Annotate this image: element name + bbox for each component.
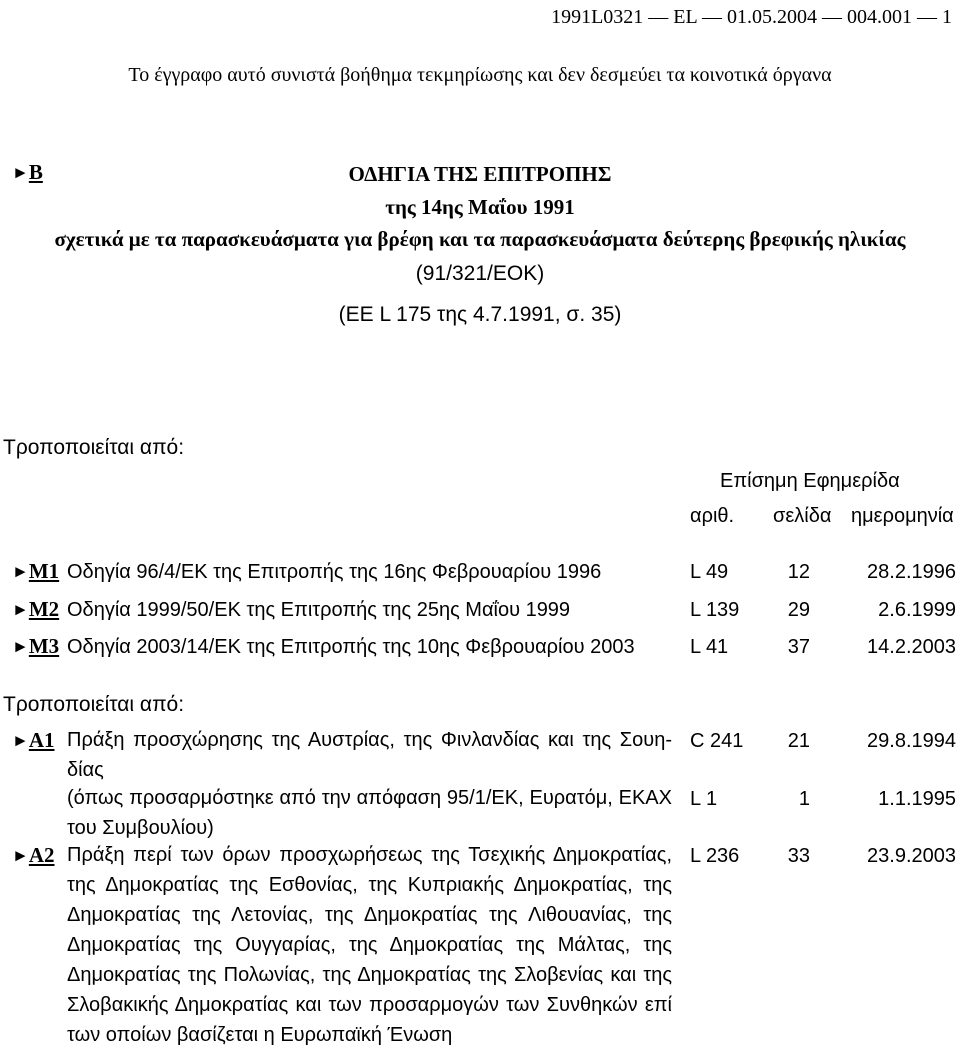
marker-code: M2 bbox=[28, 597, 60, 621]
arrow-right-icon: ► bbox=[12, 731, 29, 750]
oj-date: 28.2.1996 bbox=[867, 561, 956, 583]
oj-number: L 1 bbox=[690, 788, 718, 810]
directive-date: της 14ης Μαΐου 1991 bbox=[385, 195, 575, 219]
modification-marker-m3[interactable] bbox=[12, 634, 59, 659]
column-header-number: αριθ. bbox=[690, 505, 735, 527]
directive-subject: σχετικά με τα παρασκευάσματα για βρέφη και τα παρασκευάσματα δεύτερης βρεφικής ηλικίας bbox=[54, 227, 906, 251]
act-marker-a2[interactable] bbox=[12, 843, 55, 868]
oj-page: 21 bbox=[787, 730, 810, 752]
marker-code: B bbox=[28, 160, 43, 184]
modification-text: Οδηγία 2003/14/ΕΚ της Επιτροπής της 10ης Φεβρουαρίου 2003 bbox=[67, 636, 635, 658]
column-header-date: ημερομηνία bbox=[851, 505, 954, 527]
oj-date: 29.8.1994 bbox=[867, 730, 956, 752]
disclaimer-text: Το έγγραφο αυτό συνιστά βοήθημα τεκμηρίωσης και δεν δεσμεύει τα κοινοτικά όργανα bbox=[128, 64, 832, 86]
arrow-right-icon: ► bbox=[12, 600, 29, 619]
oj-number: L 236 bbox=[690, 845, 740, 867]
arrow-right-icon: ► bbox=[12, 163, 29, 182]
amended-by-heading: Τροποποιείται από: bbox=[3, 436, 185, 459]
directive-number: (91/321/ΕΟΚ) bbox=[415, 262, 545, 285]
act-adjustment-text: (όπως προσαρμόστηκε από την απόφαση 95/1/ΕΚ, Ευρατόμ, ΕΚΑΧ του Συμβουλίου) bbox=[67, 787, 672, 839]
act-text: Πράξη περί των όρων προσχωρήσεως της Τσεχικής Δημοκρατίας, της Δημοκρατίας της Εσθονίας, της Κυπριακής Δημοκρατίας, της Δημοκρατίας της Λετονίας, της Δημοκρατίας της Λιθουανίας, της Δημοκρατίας της Ουγγαρίας, της Δημοκρατίας της Μάλτας, της Δημοκρατίας της Πολωνίας, της Δημοκρατίας της Σλοβενίας και της Σλοβακικής Δημοκρατίας και των προσαρμογών των Συνθηκών επί των οποίων βασίζεται η Ευρωπαϊκή Ένωση bbox=[67, 844, 672, 1046]
amended-by-heading-acts: Τροποποιείται από: bbox=[3, 693, 185, 716]
modification-marker-m1[interactable] bbox=[12, 559, 59, 584]
oj-page: 29 bbox=[787, 599, 810, 621]
document-reference-header: 1991L0321 — EL — 01.05.2004 — 004.001 — 1 bbox=[551, 6, 952, 28]
marker-code: A1 bbox=[28, 728, 55, 752]
oj-date: 2.6.1999 bbox=[878, 599, 956, 621]
oj-date: 14.2.2003 bbox=[867, 636, 956, 658]
oj-date: 1.1.1995 bbox=[878, 788, 956, 810]
marker-code: M3 bbox=[28, 634, 60, 658]
oj-number: L 41 bbox=[690, 636, 729, 658]
marker-code: M1 bbox=[28, 559, 60, 583]
oj-date: 23.9.2003 bbox=[867, 845, 956, 867]
oj-number: L 49 bbox=[690, 561, 729, 583]
modification-text: Οδηγία 1999/50/ΕΚ της Επιτροπής της 25ης Μαΐου 1999 bbox=[67, 599, 571, 621]
official-journal-ref: (ΕΕ L 175 της 4.7.1991, σ. 35) bbox=[338, 303, 622, 326]
column-header-page: σελίδα bbox=[773, 505, 832, 527]
act-marker-a1[interactable] bbox=[12, 728, 55, 753]
arrow-right-icon: ► bbox=[12, 562, 29, 581]
arrow-right-icon: ► bbox=[12, 637, 29, 656]
column-header-official-journal: Επίσημη Εφημερίδα bbox=[720, 470, 900, 492]
oj-page: 37 bbox=[787, 636, 810, 658]
arrow-right-icon: ► bbox=[12, 846, 29, 865]
oj-number: L 139 bbox=[690, 599, 740, 621]
oj-page: 12 bbox=[787, 561, 810, 583]
oj-page: 1 bbox=[798, 788, 810, 810]
oj-page: 33 bbox=[787, 845, 810, 867]
modification-text: Οδηγία 96/4/ΕΚ της Επιτροπής της 16ης Φεβρουαρίου 1996 bbox=[67, 561, 602, 583]
oj-number: C 241 bbox=[690, 730, 744, 752]
modification-marker-m2[interactable] bbox=[12, 597, 59, 622]
directive-title: ΟΔΗΓΙΑ ΤΗΣ ΕΠΙΤΡΟΠΗΣ bbox=[348, 162, 612, 186]
marker-code: A2 bbox=[28, 843, 55, 867]
act-text: Πράξη προσχώρησης της Αυστρίας, της Φινλανδίας και της Σουη-δίας bbox=[67, 729, 672, 781]
